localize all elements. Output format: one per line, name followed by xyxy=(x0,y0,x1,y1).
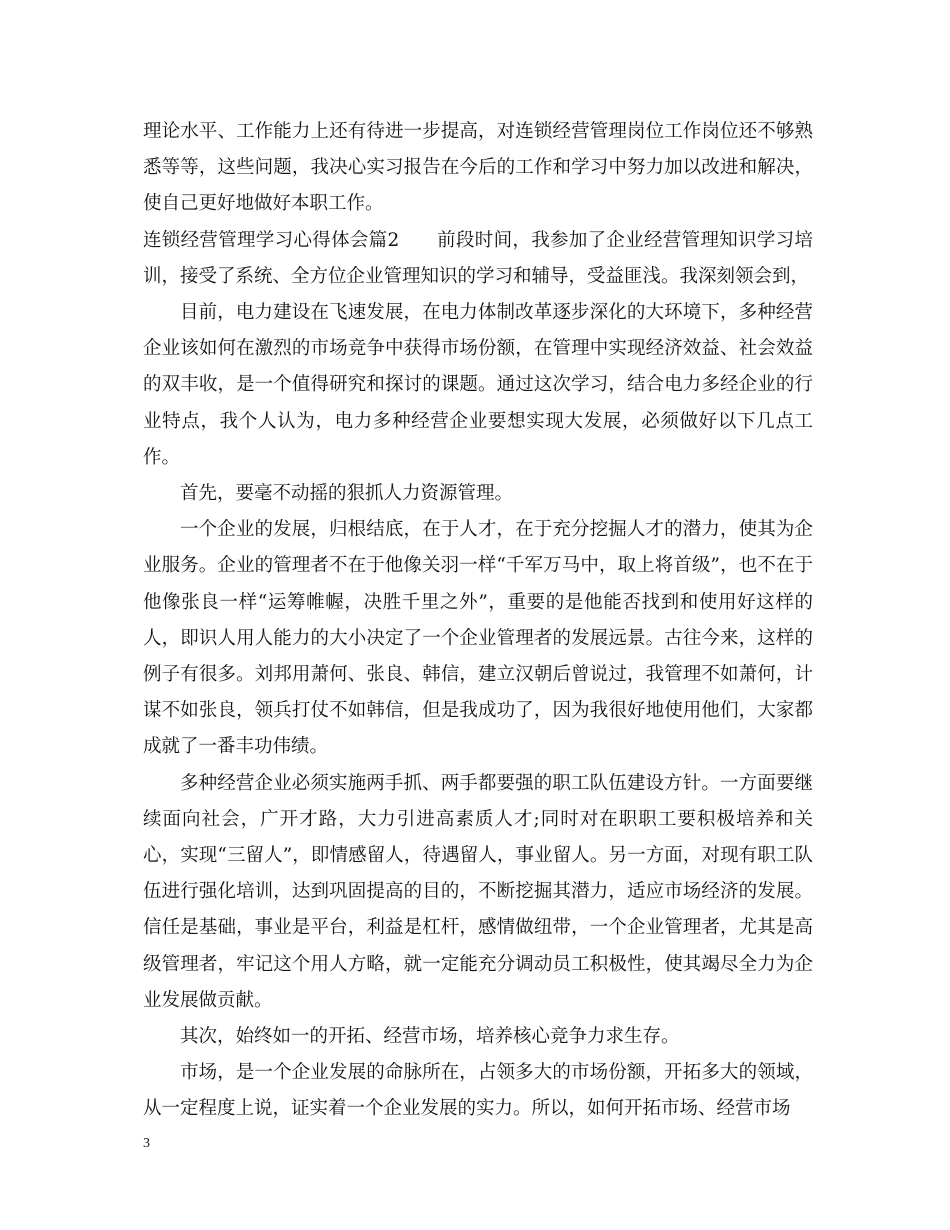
paragraph-point-two-heading: 其次，始终如一的开拓、经营市场，培养核心竞争力求生存。 xyxy=(180,1026,680,1048)
paragraph-section-heading: 连锁经营管理学习心得体会篇2 前段时间，我参加了企业经营管理知识学习培训，接受了系统、全方位企业管理知识的学习和辅导，受益匪浅。我深刻领会到， xyxy=(143,229,813,287)
paragraph-talent: 一个企业的发展，归根结底，在于人才，在于充分挖掘人才的潜力，使其为企业服务。企业的管理者不在于他像关羽一样“千军万马中，取上将首级”，也不在于他像张良一样“运筹帷幄，决胜千里之外”，重要的是他能否找到和使用好这样的人，即识人用人能力的大小决定了一个企业管理者的发展远景。古往今来，这样的例子有很多。刘邦用萧何、张良、韩信，建立汉朝后曾说过，我管理不如萧何，计谋不如张良，领兵打仗不如韩信，但是我成功了，因为我很好地使用他们，大家都成就了一番丰功伟绩。 xyxy=(143,519,813,758)
document-body xyxy=(143,114,813,1128)
page-number: 3 xyxy=(143,1136,150,1151)
paragraph-market: 市场，是一个企业发展的命脉所在，占领多大的市场份额，开拓多大的领域，从一定程度上说，证实着一个企业发展的实力。所以，如何开拓市场、经营市场 xyxy=(143,1062,813,1120)
paragraph-intro: 目前，电力建设在飞速发展，在电力体制改革逐步深化的大环境下，多种经营企业该如何在激烈的市场竞争中获得市场份额，在管理中实现经济效益、社会效益的双丰收，是一个值得研究和探讨的课题。通过这次学习，结合电力多经企业的行业特点，我个人认为，电力多种经营企业要想实现大发展，必须做好以下几点工作。 xyxy=(143,302,813,468)
paragraph-continuation: 理论水平、工作能力上还有待进一步提高，对连锁经营管理岗位工作岗位还不够熟悉等等，这些问题，我决心实习报告在今后的工作和学习中努力加以改进和解决，使自己更好地做好本职工作。 xyxy=(143,121,813,215)
paragraph-point-one-heading: 首先，要毫不动摇的狠抓人力资源管理。 xyxy=(180,483,514,505)
paragraph-workforce: 多种经营企业必须实施两手抓、两手都要强的职工队伍建设方针。一方面要继续面向社会，广开才路，大力引进高素质人才;同时对在职职工要积极培养和关心，实现“三留人”，即情感留人，待遇留人，事业留人。另一方面，对现有职工队伍进行强化培训，达到巩固提高的目的，不断挖掘其潜力，适应市场经济的发展。信任是基础，事业是平台，利益是杠杆，感情做纽带，一个企业管理者，尤其是高级管理者，牢记这个用人方略，就一定能充分调动员工积极性，使其竭尽全力为企业发展做贡献。 xyxy=(143,772,813,1011)
